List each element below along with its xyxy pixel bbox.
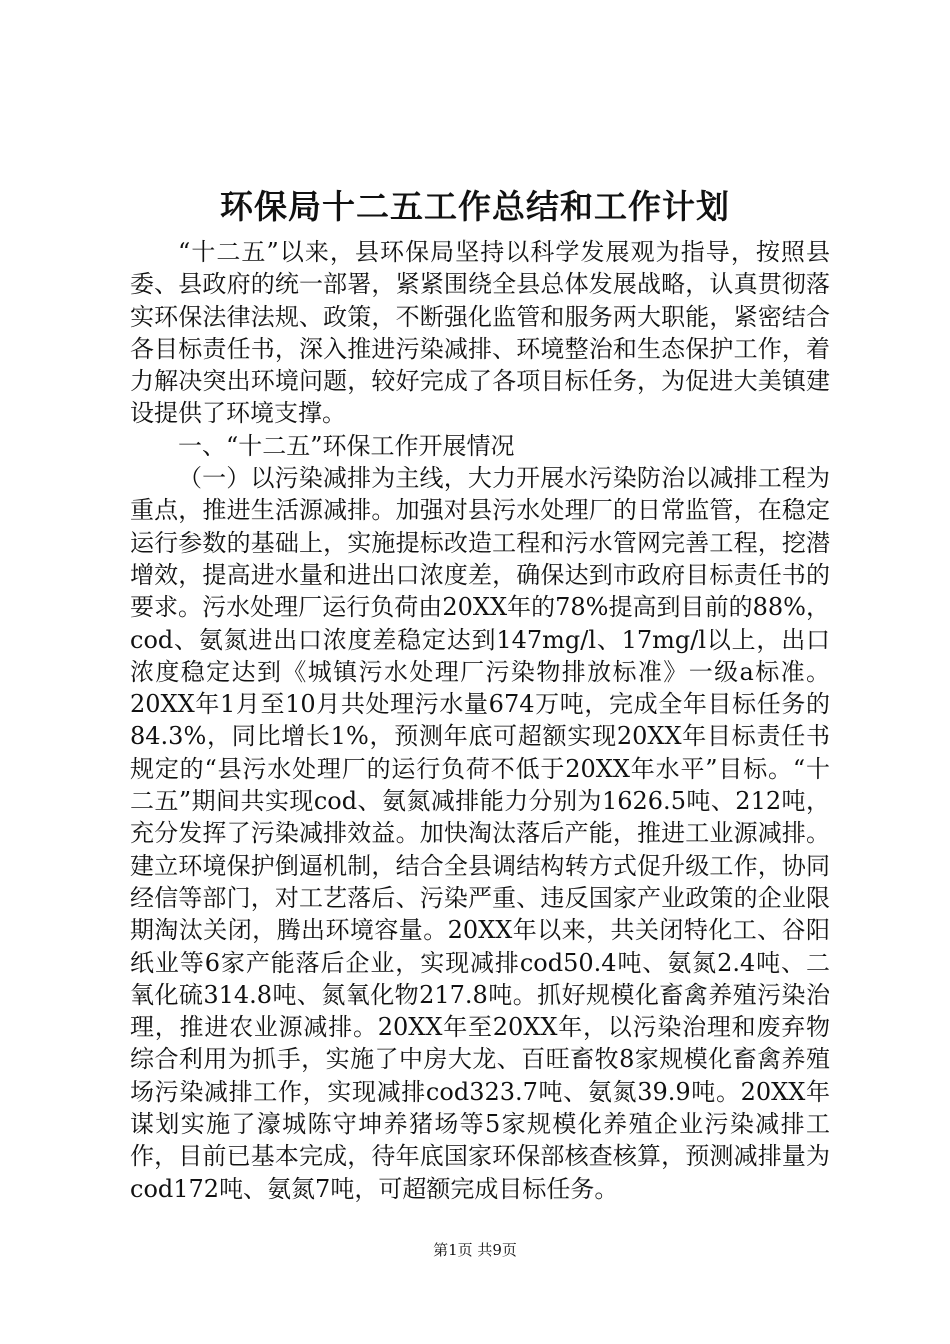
- document-body: [130, 236, 830, 1205]
- body-paragraph: （一）以污染减排为主线，大力开展水污染防治以减排工程为重点，推进生活源减排。加强对县污水处理厂的日常监管，在稳定运行参数的基础上，实施提标改造工程和污水管网完善工程，挖潜增效，提高进水量和进出口浓度差，确保达到市政府目标责任书的要求。污水处理厂运行负荷由20XX年的78%提高到目前的88%，cod、氨氮进出口浓度差稳定达到147mg/l、17mg/l以上，出口浓度稳定达到《城镇污水处理厂污染物排放标准》一级a标准。20XX年1月至10月共处理污水量674万吨，完成全年目标任务的84.3%，同比增长1%，预测年底可超额实现20XX年目标责任书规定的“县污水处理厂的运行负荷不低于20XX年水平”目标。“十二五”期间共实现cod、氨氮减排能力分别为1626.5吨、212吨，充分发挥了污染减排效益。加快淘汰落后产能，推进工业源减排。建立环境保护倒逼机制，结合全县调结构转方式促升级工作，协同经信等部门，对工艺落后、污染严重、违反国家产业政策的企业限期淘汰关闭，腾出环境容量。20XX年以来，共关闭特化工、谷阳纸业等6家产能落后企业，实现减排cod50.4吨、氨氮2.4吨、二氧化硫314.8吨、氮氧化物217.8吨。抓好规模化畜禽养殖污染治理，推进农业源减排。20XX年至20XX年，以污染治理和废弃物综合利用为抓手，实施了中房大龙、百旺畜牧8家规模化畜禽养殖场污染减排工作，实现减排cod323.7吨、氨氮39.9吨。20XX年谋划实施了濠城陈守坤养猪场等5家规模化养殖企业污染减排工作，目前已基本完成，待年底国家环保部核查核算，预测减排量为cod172吨、氨氮7吨，可超额完成目标任务。: [130, 464, 830, 1203]
- section-heading: 一、“十二五”环保工作开展情况: [178, 431, 515, 460]
- page-footer: 第1页 共9页: [433, 1241, 517, 1259]
- intro-paragraph: “十二五”以来，县环保局坚持以科学发展观为指导，按照县委、县政府的统一部署，紧紧围绕全县总体发展战略，认真贯彻落实环保法律法规、政策，不断强化监管和服务两大职能，紧密结合各目标责任书，深入推进污染减排、环境整治和生态保护工作，着力解决突出环境问题，较好完成了各项目标任务，为促进大美镇建设提供了环境支撑。: [130, 238, 830, 428]
- document-title: 环保局十二五工作总结和工作计划: [220, 187, 730, 226]
